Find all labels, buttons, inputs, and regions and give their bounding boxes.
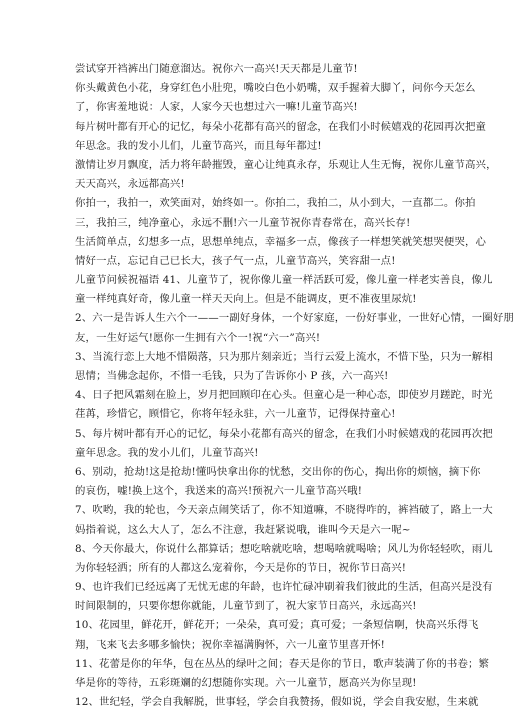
document-body [75,60,514,712]
text-line: 11、花蕾是你的年华，包在丛丛的绿叶之间；春天是你的节日，歌声装满了你的书卷；繁 [75,657,490,670]
text-line: 10、花园里，鲜花开，鲜花开；一朵朵，真可爱；真可爱；一条短信啊，快高兴乐得飞 [75,619,479,632]
text-line: 生活简单点，幻想多一点，思想单纯点，幸福多一点，像孩子一样想笑就笑想哭便哭，心 [75,235,487,248]
text-line: 荏苒，珍惜它，顾惜它，你将年轻永驻，六一儿童节，记得保持童心! [75,408,396,421]
text-line: 为你轻轻洒；所有的人都这么宠着你，今天是你的节日，祝你节日高兴! [75,561,407,574]
text-line: 你头戴黄色小花，身穿红色小肚兜，嘴咬白色小奶嘴，双手握着大脚丫，问你今天怎么 [75,82,476,95]
text-line: 8、今天你最大，你说什么都算话；想吃啥就吃啥，想喝啥就喝啥；风儿为你轻轻吹，雨儿 [75,542,493,555]
text-line: 每片树叶都有开心的记忆，每朵小花都有高兴的留念，在我们小时候嬉戏的花园再次把童 [75,120,487,133]
text-line: 童年思念。我的发小儿们，儿童节高兴! [75,446,259,459]
text-line: 友，一生好运气!愿你一生拥有六个一!祝“六一”高兴! [75,331,321,344]
text-line: 情好一点，忘记自己已长大，孩子气一点，儿童节高兴，笑容甜一点! [75,254,396,267]
text-line: 儿童节问候祝福语 41、儿童节了，祝你像儿童一样活跃可爱，像儿童一样老实善良，像儿 [75,274,493,287]
text-line: 7、吹哟，我的轮也，今天亲点闹笑话了，你不知道嘛，不晓得咋的，裤裆破了，路上一大 [75,504,493,517]
text-line: 童一样纯真好奇，像儿童一样天天向上。但是不能调皮，更不准夜里尿炕! [75,293,417,306]
text-line: 6、别动，抢劫!这是抢劫!懂吗快拿出你的忧愁，交出你的伤心，掏出你的烦恼，摘下你 [75,465,481,478]
text-line: 翔，飞来飞去多哪多愉快；祝你幸福满胸怀，六一儿童节里喜开怀! [75,638,386,651]
text-line: 2、六一是告诉人生六个一——一副好身体，一个好家庭，一份好事业，一世好心情，一圈好朋 [75,312,514,325]
text-line: 三，我拍三，纯净童心，永远不删!六一儿童节祝你青春常在，高兴长存! [75,216,411,229]
text-line: 12、世纪轻，学会自我解脱，世事轻，学会自我赞扬，假如说，学会自我安慰，生来就 [75,696,479,709]
text-line: 4、日子把风霜刻在脸上，岁月把回顾印在心头。但童心是一种心态，即使岁月蹉跎，时光 [75,389,493,402]
text-line: 9、也许我们已经远离了无忧无虑的年龄，也许忙碌冲刷着我们彼此的生活，但高兴是没有 [75,581,493,594]
text-line: 妈指着说，这么大人了，怎么不注意，我赶紧说哦，谁叫今天是六一呢~ [75,523,411,536]
text-line: 激情让岁月飘度，活力将年龄摧毁，童心让纯真永存，乐观让人生无悔，祝你儿童节高兴， [75,158,497,171]
text-line: 的哀伤，嘘!换上这个，我送来的高兴!预祝六一儿童节高兴哦! [75,485,363,498]
text-line: 尝试穿开裆裤出门随意溜达。祝你六一高兴!天天都是儿童节! [75,63,358,75]
text-line: 5、每片树叶都有开心的记忆，每朵小花都有高兴的留念，在我们小时候嬉戏的花园再次把 [75,427,493,440]
text-line: 思情；当佛念起你，不惜一毛钱，只为了告诉你小 P 孩，六一高兴! [75,370,389,382]
text-line: 天天高兴，永远都高兴! [75,178,185,191]
text-line: 年思念。我的发小儿们，儿童节高兴，而且每年都过! [75,139,322,152]
text-line: 你拍一，我拍一，欢笑面对，始终如一。你拍二，我拍二，从小到大，一直都二。你拍 [75,197,476,210]
text-line: 3、当流行恋上大地不惜陨落，只为那片刻亲近；当行云爱上流水，不惜下坠，只为一解相 [75,350,493,363]
text-line: 时间限制的，只要你想你就能，儿童节到了，祝大家节日高兴，永远高兴! [75,600,417,613]
text-line: 华是你的等待，五彩斑斓的幻想随你实现。六一儿童节，愿高兴为你呈现! [75,677,417,689]
text-line: 了，你害羞地说：人家，人家今天也想过六一嘛!儿童节高兴! [75,101,358,114]
